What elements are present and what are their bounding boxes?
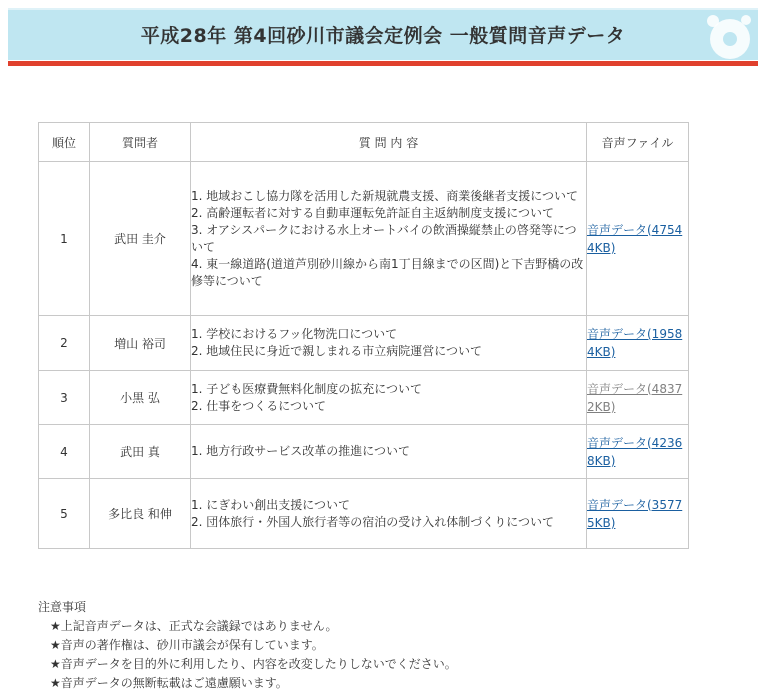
banner-accent-rule xyxy=(8,61,758,66)
note-item: ★音声データを目的外に利用したり、内容を改変したりしないでください。 xyxy=(50,657,457,671)
audio-file-cell xyxy=(587,162,689,316)
question-item: 3. オアシスパークにおける水上オートバイの飲酒操縦禁止の啓発等について xyxy=(191,222,577,254)
question-item: 4. 東一線道路(道道芦別砂川線から南1丁目線までの区間)と下吉野橋の改修等について xyxy=(191,256,584,288)
notes-section xyxy=(38,598,457,693)
rank-cell: 2 xyxy=(39,316,90,371)
column-header-content: 質 問 内 容 xyxy=(191,123,587,162)
table-row xyxy=(39,479,689,549)
question-item: 1. 地方行政サービス改革の推進について xyxy=(191,444,411,458)
questioner-cell: 武田 真 xyxy=(90,425,191,479)
questioner-cell: 多比良 和伸 xyxy=(90,479,191,549)
rank-cell: 4 xyxy=(39,425,90,479)
rank-cell: 3 xyxy=(39,371,90,425)
table-row xyxy=(39,316,689,371)
audio-file-cell xyxy=(587,371,689,425)
audio-file-cell xyxy=(587,316,689,371)
questioner-cell: 小黒 弘 xyxy=(90,371,191,425)
notes-heading: 注意事項 xyxy=(38,600,87,614)
rank-cell: 1 xyxy=(39,162,90,316)
question-item: 1. 子ども医療費無料化制度の拡充について xyxy=(191,381,423,396)
question-content-cell xyxy=(191,371,587,425)
audio-data-link[interactable]: 音声データ(48372KB) xyxy=(587,381,683,414)
question-item: 1. 地域おこし協力隊を活用した新規就農支援、商業後継者支援について xyxy=(191,188,579,203)
table-row xyxy=(39,371,689,425)
question-item: 1. 学校におけるフッ化物洗口について xyxy=(191,327,398,341)
question-content-cell xyxy=(191,425,587,479)
column-header-audio: 音声ファイル xyxy=(587,123,689,162)
audio-file-cell xyxy=(587,425,689,479)
column-header-rank: 順位 xyxy=(39,123,90,162)
decorative-swirl-icon xyxy=(694,12,752,62)
questioner-cell: 増山 裕司 xyxy=(90,316,191,371)
audio-file-cell xyxy=(587,479,689,549)
audio-data-link[interactable]: 音声データ(47544KB) xyxy=(587,222,683,255)
question-content-cell xyxy=(191,316,587,371)
audio-data-link[interactable]: 音声データ(19584KB) xyxy=(587,327,683,359)
note-item: ★上記音声データは、正式な会議録ではありません。 xyxy=(50,619,338,633)
audio-data-link[interactable]: 音声データ(42368KB) xyxy=(587,435,683,468)
page-title: 平成28年 第4回砂川市議会定例会 一般質問音声データ xyxy=(140,25,626,47)
question-item: 2. 団体旅行・外国人旅行者等の宿泊の受け入れ体制づくりについて xyxy=(191,514,555,529)
question-item: 2. 仕事をつくるについて xyxy=(191,398,327,413)
column-header-questioner: 質問者 xyxy=(90,123,191,162)
question-item: 2. 地域住民に身近で親しまれる市立病院運営について xyxy=(191,344,483,358)
note-item: ★音声の著作権は、砂川市議会が保有しています。 xyxy=(50,638,324,652)
question-item: 1. にぎわい創出支援について xyxy=(191,497,351,512)
table-header-row xyxy=(39,123,689,162)
question-content-cell xyxy=(191,162,587,316)
questions-table xyxy=(38,122,689,549)
question-item: 2. 高齢運転者に対する自動車運転免許証自主返納制度支援について xyxy=(191,205,555,220)
note-item: ★音声データの無断転載はご遠慮願います。 xyxy=(50,676,288,690)
audio-data-link[interactable]: 音声データ(35775KB) xyxy=(587,497,683,530)
questioner-cell: 武田 圭介 xyxy=(90,162,191,316)
page-banner xyxy=(8,8,758,60)
question-content-cell xyxy=(191,479,587,549)
rank-cell: 5 xyxy=(39,479,90,549)
table-row xyxy=(39,162,689,316)
table-row xyxy=(39,425,689,479)
